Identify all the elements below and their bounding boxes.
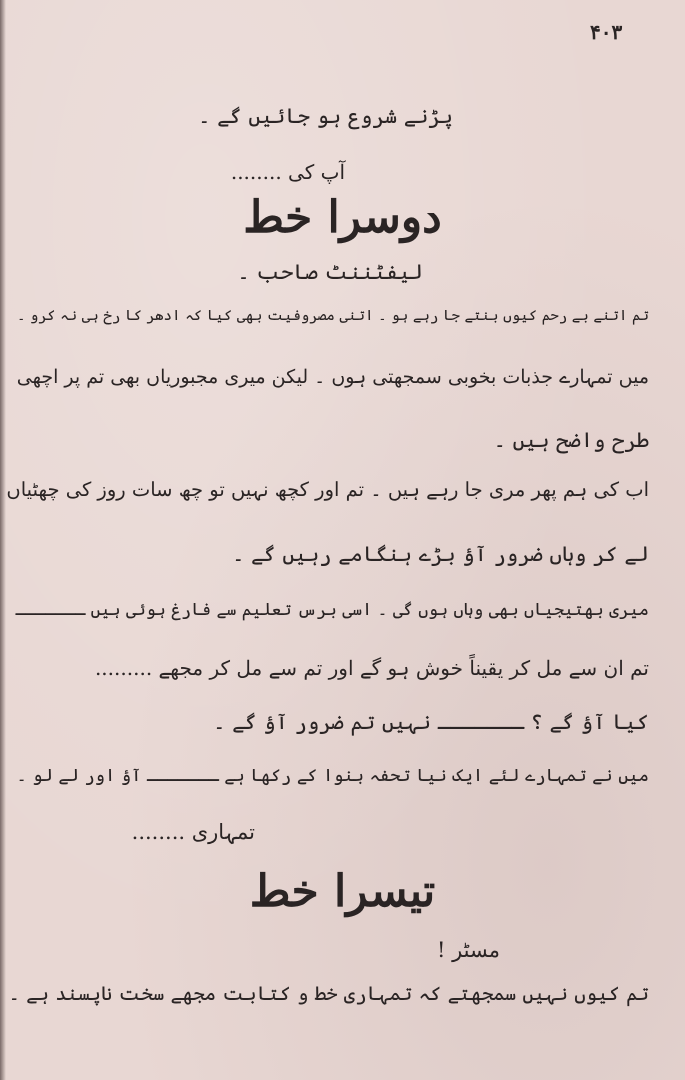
letter3-heading: تیسرا خط — [249, 866, 436, 917]
letter2-line-7: تم ان سے مل کر یقیناً خوش ہو گے اور تم سے مل کر مجھے ......... — [94, 656, 649, 680]
letter2-line-5: لے کر وہاں ضرور آؤ بڑے ہنگامے رہیں گے ۔ — [232, 542, 649, 566]
letter3-salutation: مسٹر ! — [436, 938, 500, 962]
intro-line: پڑنے شروع ہو جائیں گے ۔ — [198, 104, 453, 128]
letter2-line-8: کیا آؤ گے ؟ ـــــــ نہیں تم ضرور آؤ گے ۔ — [213, 710, 649, 734]
letter2-line-3: طرح واضح ہیں ۔ — [493, 428, 649, 452]
page-number: ۴۰۳ — [590, 20, 623, 44]
letter2-line-6: میری بھتیجیاں بھی وہاں ہوں گی ۔ اسی برس تعلیم سے فارغ ہوئی ہیں ـــــــ — [15, 600, 649, 620]
letter2-line-1: تم اتنے بے رحم کیوں بنتے جا رہے ہو ۔ اتنی مصروفیت بھی کیا کہ ادھر کا رخ ہی نہ کرو ۔ — [16, 308, 649, 324]
letter2-sign-off-top: آپ کی ........ — [230, 160, 345, 184]
letter3-line-1: تم کیوں نہیں سمجھتے کہ تمہاری خط و کتابت مجھے سخت ناپسند ہے ۔ — [8, 982, 649, 1005]
letter2-salutation: لیفٹننٹ صاحب ۔ — [237, 260, 423, 284]
letter2-heading: دوسرا خط — [243, 192, 442, 243]
letter2-line-2: میں تمہارے جذبات بخوبی سمجھتی ہوں ۔ لیکن میری مجبوریاں بھی تم پر اچھی — [16, 366, 649, 388]
letter2-line-9: میں نے تمہارے لئے ایک نیا تحفہ بنوا کے رکھا ہے ـــــــ آؤ اور لے لو ۔ — [16, 766, 649, 786]
letter2-line-4: اب کی ہم پھر مری جا رہے ہیں ۔ تم اور کچھ نہیں تو چھ سات روز کی چھٹیاں — [6, 478, 649, 501]
letter2-closing: تمہاری ........ — [131, 820, 255, 844]
